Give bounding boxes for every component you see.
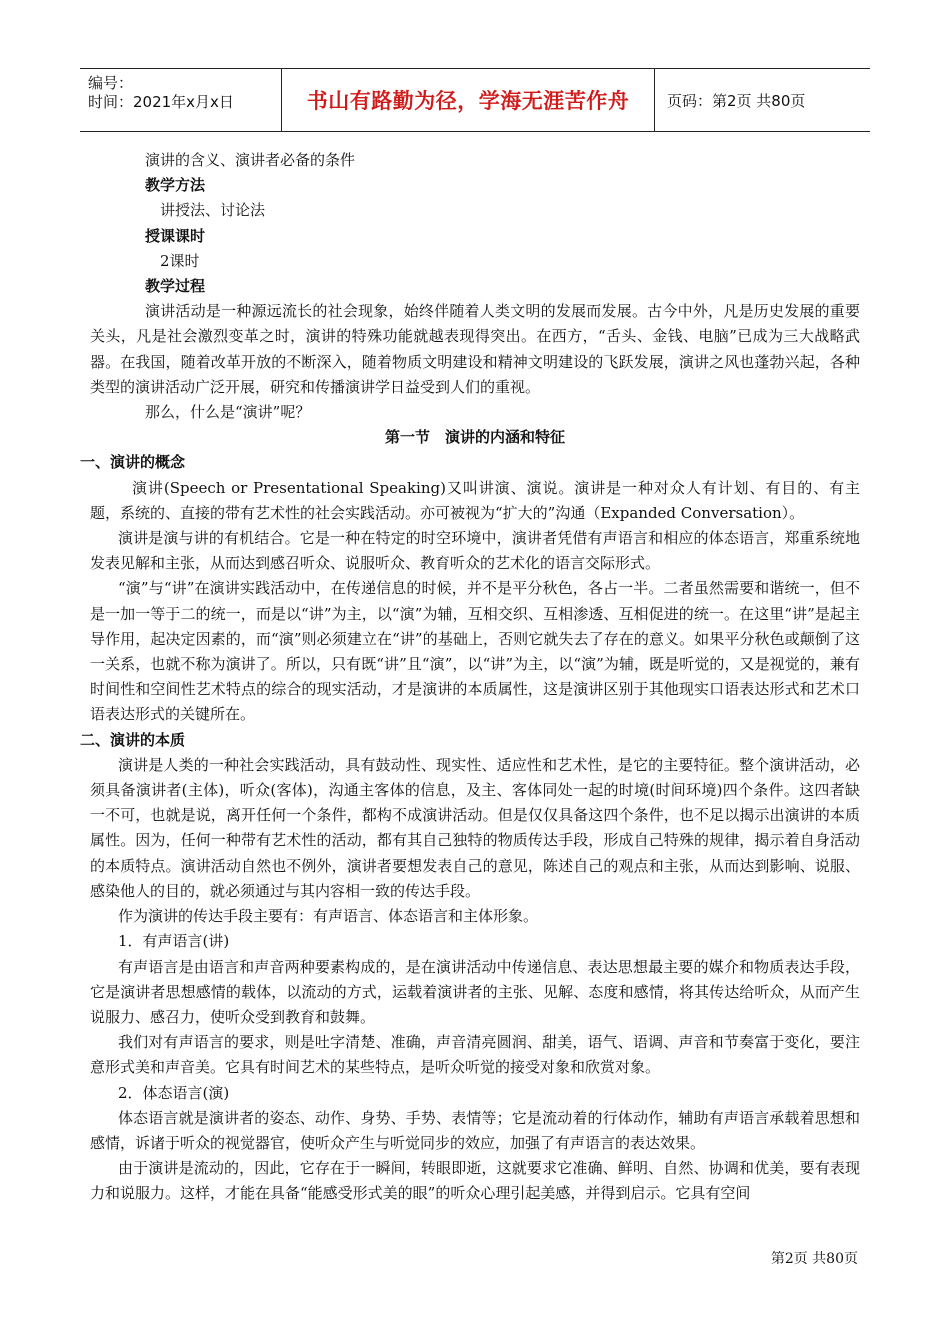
paragraph: 演讲是演与讲的有机结合。它是一种在特定的时空环境中，演讲者凭借有声语言和相应的体态语言，郑重系统地发表见解和主张，从而达到感召听众、说服听众、教育听众的艺术化的语言交际形式。: [90, 529, 860, 573]
subheading: 1．有声语言(讲): [118, 932, 230, 951]
paragraph: 我们对有声语言的要求，则是吐字清楚、准确，声音清亮圆润、甜美，语气、语调、声音和节奏富于变化，要注意形式美和声音美。它具有时间艺术的某些特点，是听众听觉的接受对象和欣赏对象。: [90, 1033, 860, 1077]
section-heading-hours: 授课课时: [145, 226, 206, 245]
header-page-cell: [655, 69, 870, 131]
footer-page-number: 第2页 共80页: [770, 1251, 858, 1267]
heading-concept: 一、演讲的概念: [80, 453, 186, 472]
paragraph: “演”与“讲”在演讲实践活动中，在传递信息的时候，并不是平分秋色，各占一半。二者虽然需要和谐统一，但不是一加一等于二的统一，而是以“讲”为主，以“演”为辅，互相交织、互相渗透、互相促进的统一。在这里“讲”是起主导作用，起决定因素的，而“演”则必须建立在“讲”的基础上，否则它就失去了存在的意义。如果平分秋色或颠倒了这一关系，也就不称为演讲了。所以，只有既“讲”且“演”，以“讲”为主，以“演”为辅，既是听觉的，又是视觉的，兼有时间性和空间性艺术特点的综合的现实活动，才是演讲的本质属性，这是演讲区别于其他现实口语表达形式和艺术口语表达形式的关键所在。: [90, 579, 860, 724]
time-label: 时间：2021年x月x日: [88, 93, 234, 111]
paragraph: 有声语言是由语言和声音两种要素构成的，是在演讲活动中传递信息、表达思想最主要的媒介和物质表达手段，它是演讲者思想感情的载体，以流动的方式，运载着演讲者的主张、见解、态度和感情，将其传达给听众，从而产生说服力、感召力，使听众受到教育和鼓舞。: [90, 957, 860, 1026]
motto: 书山有路勤为径，学海无涯苦作舟: [306, 89, 630, 113]
header-motto-cell: [282, 69, 655, 131]
page-info: 页码：第2页 共80页: [667, 91, 806, 110]
paragraph: 演讲活动是一种源远流长的社会现象，始终伴随着人类文明的发展而发展。古今中外，凡是历史发展的重要关头，凡是社会激烈变革之时，演讲的特殊功能就越表现得突出。在西方，“舌头、金钱、电脑”已成为三大战略武器。在我国，随着改革开放的不断深入，随着物质文明建设和精神文明建设的飞跃发展，演讲之风也蓬勃兴起，各种类型的演讲活动广泛开展，研究和传播演讲学日益受到人们的重视。: [90, 302, 860, 396]
header-meta-cell: [80, 69, 282, 131]
paragraph: 体态语言就是演讲者的姿态、动作、身势、手势、表情等；它是流动着的行体动作，辅助有声语言承载着思想和感情，诉诸于听众的视觉器官，使听众产生与听觉同步的效应，加强了有声语言的表达效果。: [90, 1108, 860, 1152]
subheading: 2．体态语言(演): [118, 1083, 230, 1102]
paragraph: 作为演讲的传达手段主要有：有声语言、体态语言和主体形象。: [118, 907, 539, 926]
section-heading-process: 教学过程: [145, 277, 206, 296]
paragraph: 那么，什么是“演讲”呢？: [145, 403, 311, 422]
hours-text: 2课时: [160, 251, 200, 270]
code-label: 编号：: [88, 74, 134, 92]
page-footer: [771, 1248, 858, 1268]
intro-line: 演讲的含义、演讲者必备的条件: [145, 151, 356, 169]
chapter-title: 第一节 演讲的内涵和特征: [384, 428, 565, 447]
heading-essence: 二、演讲的本质: [80, 730, 186, 749]
section-heading-method: 教学方法: [145, 176, 206, 195]
paragraph: 演讲(Speech or Presentational Speaking)又叫讲演、演说。演讲是一种对众人有计划、有目的、有主题，系统的、直接的带有艺术性的社会实践活动。亦可被视为“扩大的”沟通（Expanded Conversation）。: [90, 478, 860, 522]
header-table: [80, 68, 870, 132]
paragraph: 由于演讲是流动的，因此，它存在于一瞬间，转眼即逝，这就要求它准确、鲜明、自然、协调和优美，要有表现力和说服力。这样，才能在具备“能感受形式美的眼”的听众心理引起美感，并得到启示。它具有空间: [90, 1159, 860, 1203]
method-text: 讲授法、讨论法: [160, 201, 266, 220]
document-body: [80, 148, 860, 1207]
paragraph: 演讲是人类的一种社会实践活动，具有鼓动性、现实性、适应性和艺术性，是它的主要特征。整个演讲活动，必须具备演讲者(主体)，听众(客体)，沟通主客体的信息，及主、客体同处一起的时境(时间环境)四个条件。这四者缺一不可，也就是说，离开任何一个条件，都构不成演讲活动。但是仅仅具备这四个条件，也不足以揭示出演讲的本质属性。因为，任何一种带有艺术性的活动，都有其自己独特的物质传达手段，形成自己特殊的规律，揭示着自身活动的本质特点。演讲活动自然也不例外，演讲者要想发表自己的意见，陈述自己的观点和主张，从而达到影响、说服、感染他人的目的，就必须通过与其内容相一致的传达手段。: [90, 755, 860, 900]
